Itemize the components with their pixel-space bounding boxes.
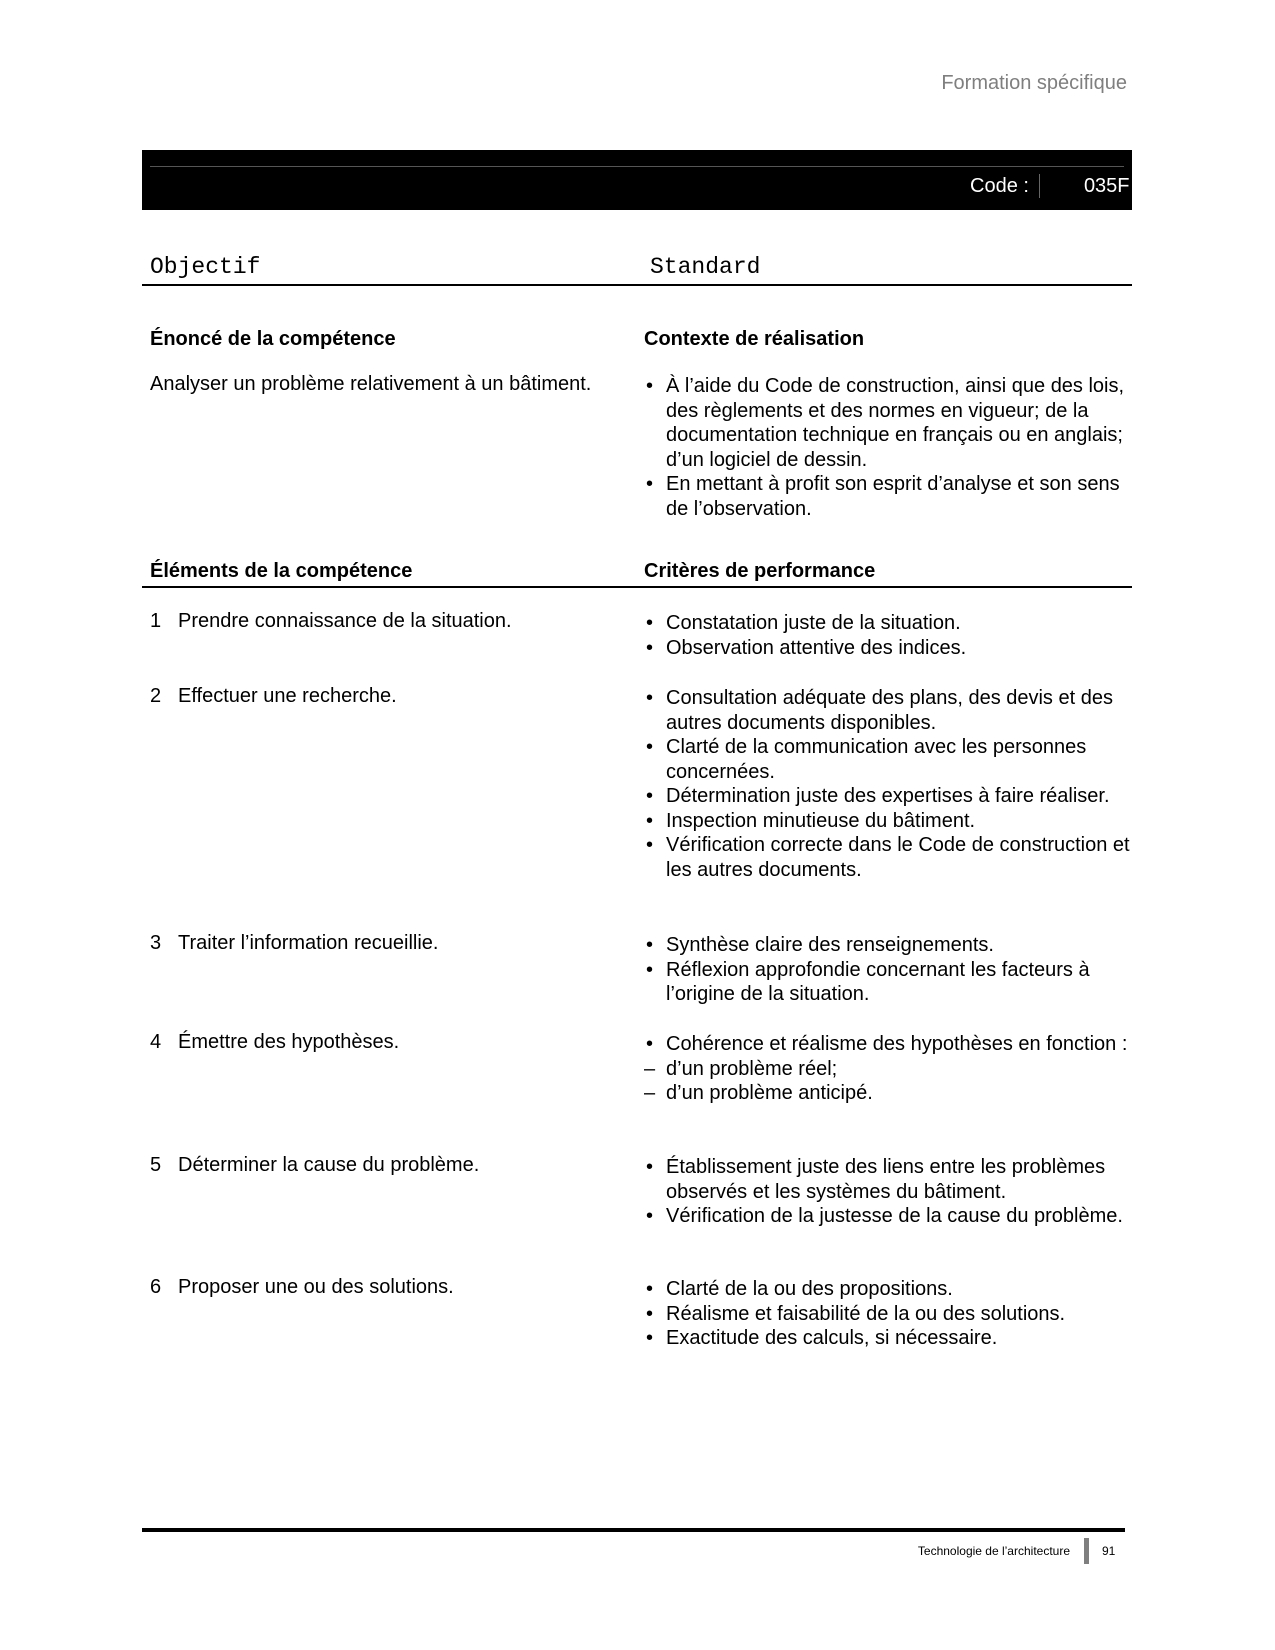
code-label: Code : xyxy=(970,174,1029,197)
competence-element-6 xyxy=(150,1275,610,1300)
competence-element-2 xyxy=(150,684,610,709)
subcriterion: – d’un problème réel; xyxy=(644,1057,1134,1082)
subcriteria-list xyxy=(644,1057,1134,1106)
enonce-title: Énoncé de la compétence xyxy=(150,328,396,350)
code-bar xyxy=(142,150,1132,210)
column-headers xyxy=(142,254,1132,286)
criterion: • Consultation adéquate des plans, des devis et des autres documents disponibles. xyxy=(644,686,1134,735)
criterion: • Constatation juste de la situation. xyxy=(644,611,1134,636)
footer-program: Technologie de l’architecture xyxy=(917,1544,1070,1558)
section-divider xyxy=(142,586,1132,588)
contexte-item: • À l’aide du Code de construction, ainsi que des lois, des règlements et des normes en vigueur; de la documentation technique en français ou en anglais; d’un logiciel de dessin. xyxy=(644,374,1134,472)
criterion: • Détermination juste des expertises à faire réaliser. xyxy=(644,784,1134,809)
code-label-group xyxy=(970,169,1170,203)
column-header-standard: Standard xyxy=(650,254,761,280)
page-header: Formation spécifique xyxy=(941,72,1127,94)
criterion: • Réalisme et faisabilité de la ou des solutions. xyxy=(644,1302,1134,1327)
enonce-text: Analyser un problème relativement à un bâtiment. xyxy=(150,373,592,395)
criteria-list-4 xyxy=(644,1032,1134,1106)
subcriterion: – d’un problème anticipé. xyxy=(644,1081,1134,1106)
footer-separator xyxy=(1084,1538,1089,1564)
criterion: • Réflexion approfondie concernant les facteurs à l’origine de la situation. xyxy=(644,958,1134,1007)
competence-element-1 xyxy=(150,609,610,634)
criterion: • Clarté de la communication avec les personnes concernées. xyxy=(644,735,1134,784)
criterion: • Vérification correcte dans le Code de construction et les autres documents. xyxy=(644,833,1134,882)
criterion: • Exactitude des calculs, si nécessaire. xyxy=(644,1326,1134,1351)
element-text: Effectuer une recherche. xyxy=(178,685,397,707)
element-text: Proposer une ou des solutions. xyxy=(178,1276,454,1298)
competence-element-5 xyxy=(150,1153,610,1178)
criterion: • Synthèse claire des renseignements. xyxy=(644,933,1134,958)
competence-element-4 xyxy=(150,1030,610,1055)
element-text: Déterminer la cause du problème. xyxy=(178,1154,480,1176)
contexte-list xyxy=(644,374,1134,521)
element-text: Traiter l’information recueillie. xyxy=(178,932,439,954)
code-separator xyxy=(1039,174,1040,198)
element-number: 2 xyxy=(150,685,162,707)
element-number: 3 xyxy=(150,932,162,954)
criteria-list-5 xyxy=(644,1155,1134,1229)
criterion xyxy=(644,1032,1134,1106)
criterion: • Établissement juste des liens entre les problèmes observés et les systèmes du bâtiment. xyxy=(644,1155,1134,1204)
criterion: • Vérification de la justesse de la cause du problème. xyxy=(644,1204,1134,1229)
contexte-item: • En mettant à profit son esprit d’analyse et son sens de l’observation. xyxy=(644,472,1134,521)
element-number: 6 xyxy=(150,1276,162,1298)
criteria-list-6 xyxy=(644,1277,1134,1351)
criteria-list-1 xyxy=(644,611,1134,660)
criterion: • Observation attentive des indices. xyxy=(644,636,1134,661)
elements-title: Éléments de la compétence xyxy=(150,560,413,582)
competence-element-3 xyxy=(150,931,610,956)
criterion-text: Cohérence et réalisme des hypothèses en fonction : xyxy=(666,1033,1128,1055)
code-bar-rule xyxy=(150,166,1124,167)
footer-rule xyxy=(142,1528,1125,1532)
criteria-list-3 xyxy=(644,933,1134,1007)
column-header-objectif: Objectif xyxy=(150,254,261,280)
code-value: 035F xyxy=(1083,174,1130,197)
page-number: 91 xyxy=(1102,1544,1116,1558)
element-number: 1 xyxy=(150,610,162,632)
element-number: 5 xyxy=(150,1154,162,1176)
criteria-list-2 xyxy=(644,686,1134,882)
element-text: Prendre connaissance de la situation. xyxy=(178,610,512,632)
element-text: Émettre des hypothèses. xyxy=(178,1031,400,1053)
criteres-title: Critères de performance xyxy=(644,560,876,582)
contexte-title: Contexte de réalisation xyxy=(644,328,865,350)
element-number: 4 xyxy=(150,1031,162,1053)
criterion: • Inspection minutieuse du bâtiment. xyxy=(644,809,1134,834)
criterion: • Clarté de la ou des propositions. xyxy=(644,1277,1134,1302)
